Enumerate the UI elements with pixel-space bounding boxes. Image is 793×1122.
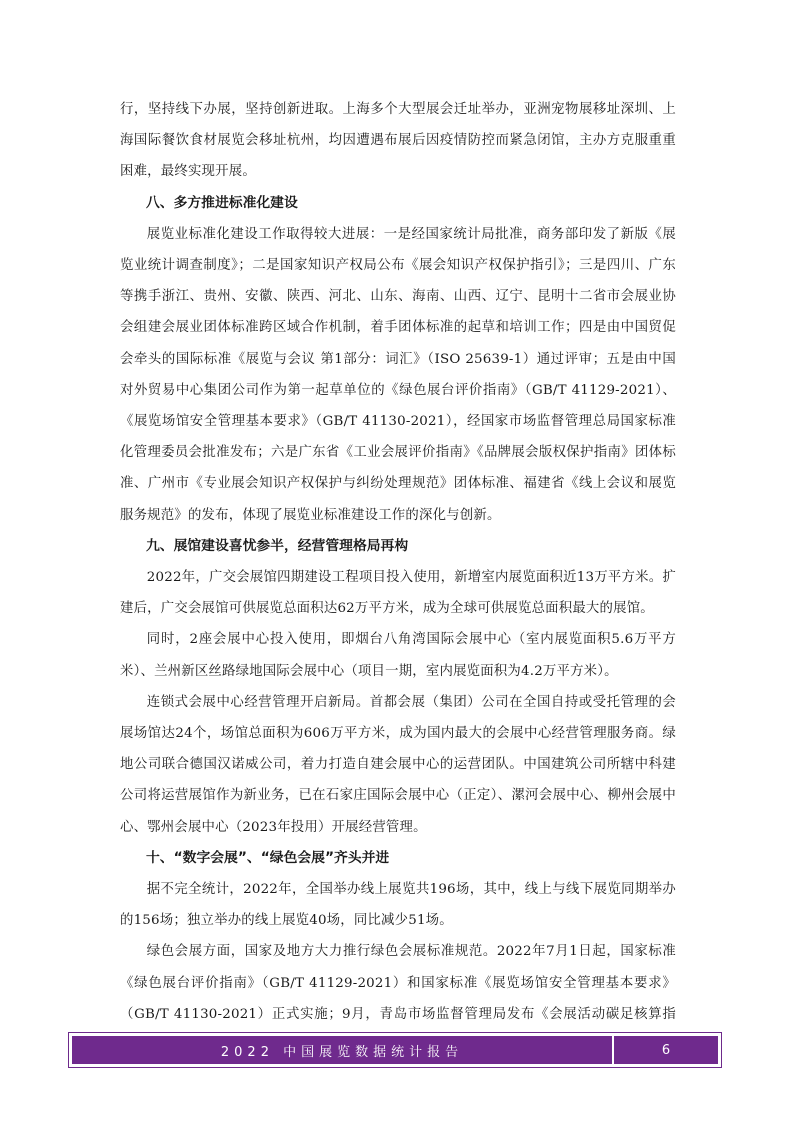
paragraph: 据不完全统计，2022年，全国举办线上展览共196场，其中，线上与线下展览同期举办的156场；独立举办的线上展览40场，同比减少51场。 <box>120 882 676 929</box>
paragraph: 行，坚持线下办展，坚持创新进取。上海多个大型展会迁址举办，亚洲宠物展移址深圳、上海国际餐饮食材展览会移址杭州，均因遭遇布展后因疫情防控而紧急闭馆，主办方克服重重困难，最终实现开展。 <box>120 102 676 180</box>
section-heading: 十、“数字会展”、“绿色会展”齐头并进 <box>146 849 390 866</box>
paragraph: 2022年，广交会展馆四期建设工程项目投入使用，新增室内展览面积近13万平方米。扩建后，广交会展馆可供展览总面积达62万平方米，成为全球可供展览总面积最大的展馆。 <box>120 570 676 617</box>
paragraph: 绿色会展方面，国家及地方大力推行绿色会展标准规范。2022年7月1日起，国家标准《绿色展台评价指南》（GB/T 41129-2021）和国家标准《展览场馆安全管理基本要求》（GB/T 41130-2021）正式实施；9月，青岛市场监督管理局发布《会展活动碳足核算指 <box>120 944 676 1022</box>
document-body <box>120 94 676 1061</box>
paragraph: 连锁式会展中心经营管理开启新局。首都会展（集团）公司在全国自持或受托管理的会展场馆达24个，场馆总面积为606万平方米，成为国内最大的会展中心经营管理服务商。绿地公司联合德国汉诺威公司，着力打造自建会展中心的运营团队。中国建筑公司所辖中科建公司将运营展馆作为新业务，已在石家庄国际会展中心（正定）、漯河会展中心、柳州会展中心、鄂州会展中心（2023年投用）开展经营管理。 <box>120 694 676 835</box>
page-footer <box>68 1032 722 1068</box>
footer-bar <box>72 1036 718 1064</box>
footer-title: 2022 中国展览数据统计报告 <box>72 1036 614 1064</box>
paragraph: 同时，2座会展中心投入使用，即烟台八角湾国际会展中心（室内展览面积5.6万平方米）、兰州新区丝路绿地国际会展中心（项目一期，室内展览面积为4.2万平方米）。 <box>120 632 676 679</box>
section-heading: 九、展馆建设喜忧参半，经营管理格局再构 <box>146 537 409 554</box>
page-number: 6 <box>661 1042 671 1058</box>
paragraph: 展览业标准化建设工作取得较大进展：一是经国家统计局批准，商务部印发了新版《展览业统计调查制度》；二是国家知识产权局公布《展会知识产权保护指引》；三是四川、广东等携手浙江、贵州、安徽、陕西、河北、山东、海南、山西、辽宁、昆明十二省市会展业协会组建会展业团体标准跨区域合作机制，着手团体标准的起草和培训工作；四是由中国贸促会牵头的国际标准《展览与会议 第1部分：词汇》（ISO 25639-1）通过评审；五是由中国对外贸易中心集团公司作为第一起草单位的《绿色展台评价指南》（GB/T 41129-2021）、《展览场馆安全管理基本要求》（GB/T 41130-2021），经国家市场监督管理总局国家标准化管理委员会批准发布；六是广东省《工业会展评价指南》《品牌展会版权保护指南》团体标准、广州市《专业展会知识产权保护与纠纷处理规范》团体标准、福建省《线上会议和展览服务规范》的发布，体现了展览业标准建设工作的深化与创新。 <box>120 226 676 523</box>
section-heading: 八、多方推进标准化建设 <box>146 194 298 211</box>
